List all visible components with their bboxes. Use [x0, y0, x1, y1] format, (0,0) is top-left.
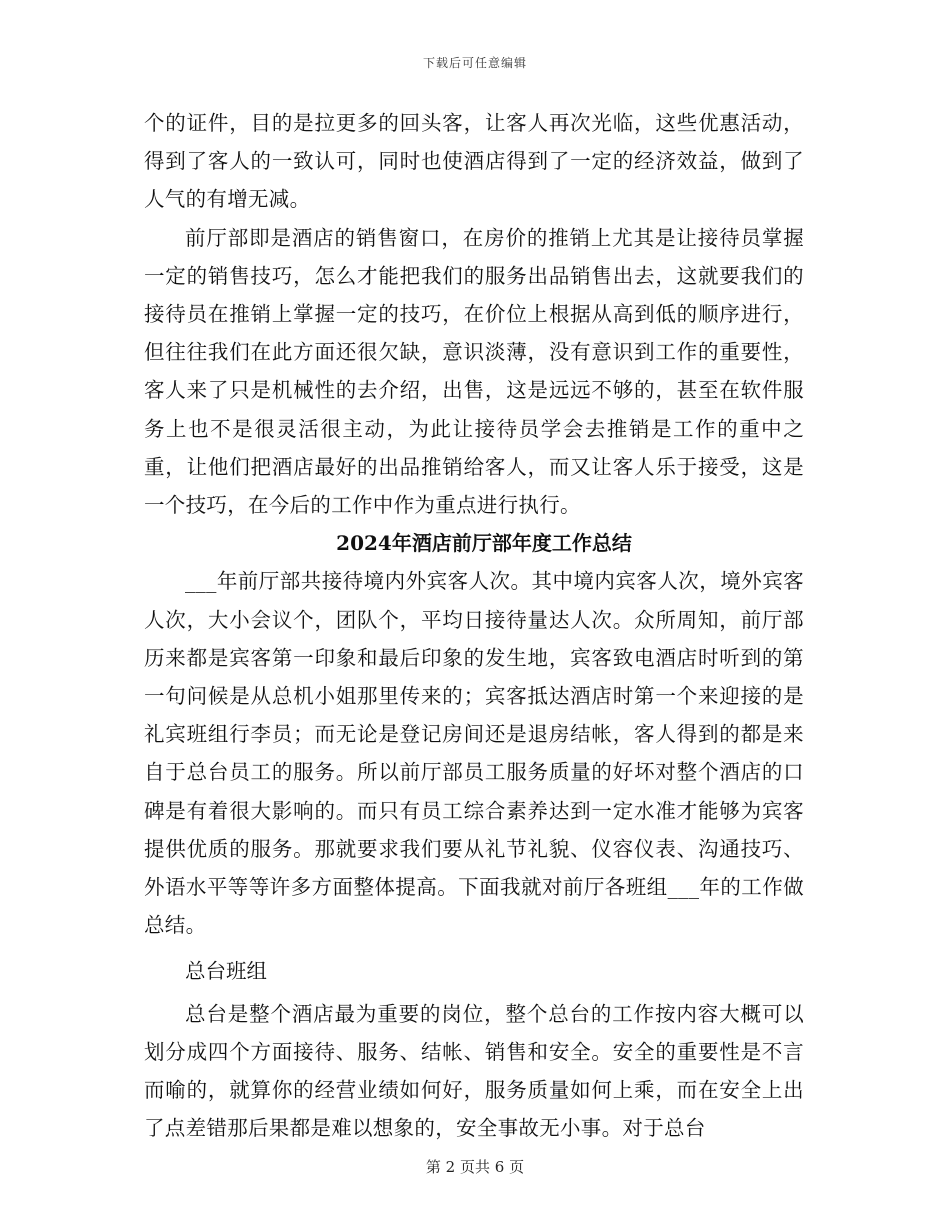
page-header: 下载后可任意编辑 [422, 56, 527, 70]
section-heading: 总台班组 [185, 959, 267, 984]
document-title: 2024年酒店前厅部年度工作总结 [336, 531, 632, 556]
paragraph-front-desk-team: 总台是整个酒店最为重要的岗位，整个总台的工作按内容大概可以划分成四个方面接待、服务、结帐、销售和安全。安全的重要性是不言而喻的，就算你的经营业绩如何好，服务质量如何上乘，而在安全上出了点差错那后果都是难以想象的，安全事故无小事。对于总台 [144, 1001, 804, 1141]
paragraph-continuation: 个的证件，目的是拉更多的回头客，让客人再次光临，这些优惠活动，得到了客人的一致认可，同时也使酒店得到了一定的经济效益，做到了人气的有增无减。 [144, 111, 804, 212]
paragraph-front-desk-sales: 前厅部即是酒店的销售窗口，在房价的推销上尤其是让接待员掌握一定的销售技巧，怎么才能把我们的服务出品销售出去，这就要我们的接待员在推销上掌握一定的技巧，在价位上根据从高到低的顺序进行，但往往我们在此方面还很欠缺，意识淡薄，没有意识到工作的重要性，客人来了只是机械性的去介绍，出售，这是远远不够的，甚至在软件服务上也不是很灵活很主动，为此让接待员学会去推销是工作的重中之重，让他们把酒店最好的出品推销给客人，而又让客人乐于接受，这是一个技巧，在今后的工作中作为重点进行执行。 [144, 225, 804, 518]
page-footer: 第 2 页共 6 页 [425, 1158, 525, 1176]
paragraph-annual-overview: ___年前厅部共接待境内外宾客人次。其中境内宾客人次，境外宾客人次，大小会议个，团队个，平均日接待量达人次。众所周知，前厅部历来都是宾客第一印象和最后印象的发生地，宾客致电酒店时听到的第一句问候是从总机小姐那里传来的；宾客抵达酒店时第一个来迎接的是礼宾班组行李员；而无论是登记房间还是退房结帐，客人得到的都是来自于总台员工的服务。所以前厅部员工服务质量的好坏对整个酒店的口碑是有着很大影响的。而只有员工综合素养达到一定水准才能够为宾客提供优质的服务。那就要求我们要从礼节礼貌、仪容仪表、沟通技巧、外语水平等等许多方面整体提高。下面我就对前厅各班组___年的工作做总结。 [144, 569, 804, 938]
document-body [144, 104, 804, 1147]
